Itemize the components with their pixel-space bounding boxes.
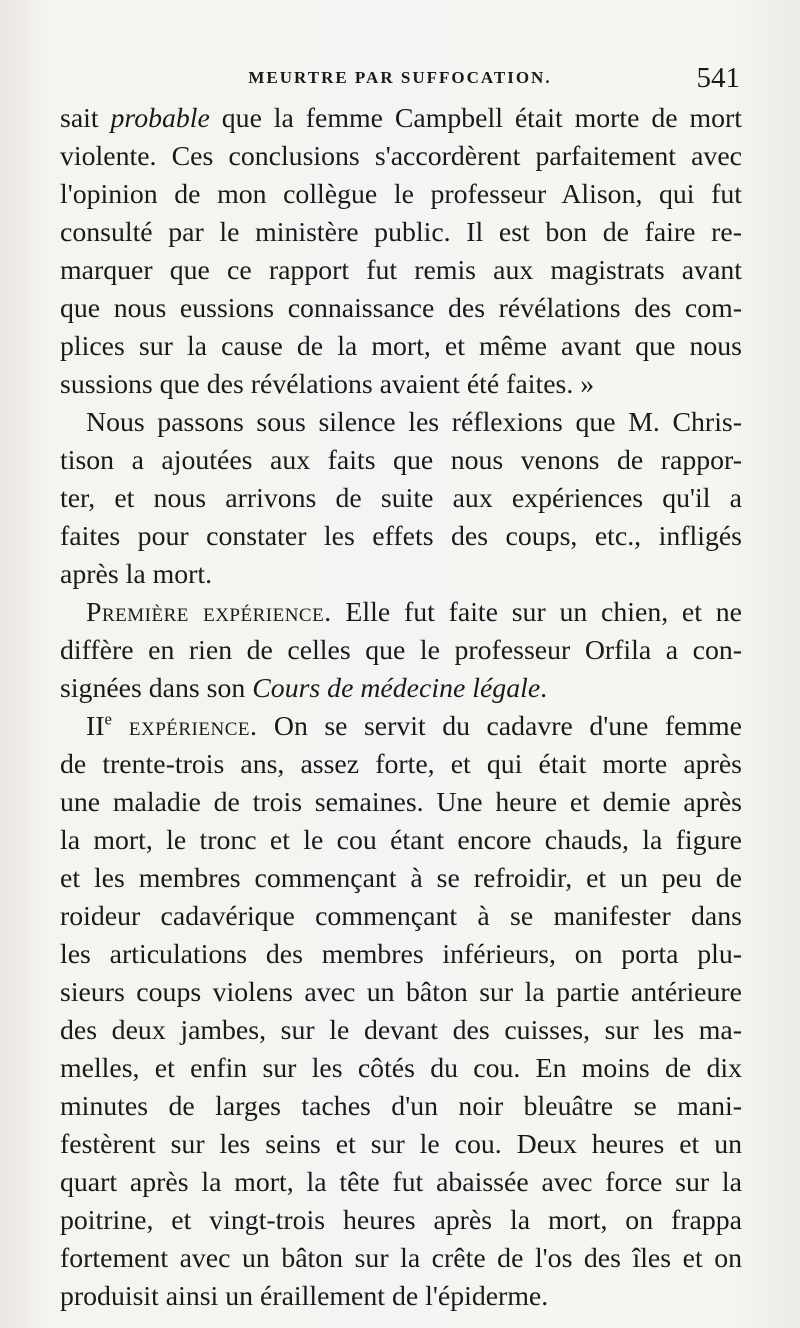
text-line: sieurs coups violens avec un bâton sur la partie antérieure (60, 977, 742, 1008)
paragraph-start-line: Nous passons sous silence les réflexions que M. Chris- (86, 407, 742, 438)
text-line: violente. Ces conclusions s'accordèrent parfaitement avec (60, 141, 742, 172)
text-line: quart après la mort, la tête fut abaissée avec force sur la (60, 1167, 742, 1198)
text-line: diffère en rien de celles que le professeur Orfila a con- (60, 635, 742, 666)
text-line: des deux jambes, sur le devant des cuisses, sur les ma- (60, 1015, 742, 1046)
book-title: Cours de médecine légale (252, 673, 541, 704)
page-header (60, 62, 740, 98)
paragraph-end-line: après la mort. (60, 559, 213, 590)
text-line: l'opinion de mon collègue le professeur Alison, qui fut (60, 179, 742, 210)
paragraph-end-line: sussions que des révélations avaient été faites. » (60, 369, 595, 400)
paragraph-end-line: signées dans son Cours de médecine légale. (60, 673, 548, 704)
text-line: faites pour constater les effets des coups, etc., infligés (60, 521, 742, 552)
running-head: MEURTRE PAR SUFFOCATION. (248, 68, 552, 87)
text-line: tison a ajoutées aux faits que nous venons de rappor- (60, 445, 742, 476)
text-line: les articulations des membres inférieurs, on porta plu- (60, 939, 742, 970)
page-number: 541 (696, 62, 740, 94)
text-line: une maladie de trois semaines. Une heure et demie après (60, 787, 742, 818)
text-line: plices sur la cause de la mort, et même avant que nous (60, 331, 742, 362)
experiment-heading-line: IIe expérience. On se servit du cadavre d'une femme (86, 709, 742, 742)
text-line: minutes de larges taches d'un noir bleuâtre se mani- (60, 1091, 742, 1122)
section-label: Première expérience. (86, 597, 332, 628)
text-line: festèrent sur les seins et sur le cou. Deux heures et un (60, 1129, 742, 1160)
text-line: et les membres commençant à se refroidir, et un peu de (60, 863, 742, 894)
paragraph-end-line: produisit ainsi un éraillement de l'épiderme. (60, 1281, 549, 1312)
text-line: poitrine, et vingt-trois heures après la mort, on frappa (60, 1205, 742, 1236)
text-line: melles, et enfin sur les côtés du cou. En moins de dix (60, 1053, 742, 1084)
text-line: roideur cadavérique commençant à se manifester dans (60, 901, 742, 932)
text-line: sait probable que la femme Campbell était morte de mort (60, 103, 742, 134)
text-line: de trente-trois ans, assez forte, et qui était morte après (60, 749, 742, 780)
text-line: ter, et nous arrivons de suite aux expériences qu'il a (60, 483, 742, 514)
section-label: expérience. (111, 711, 258, 742)
text-line: que nous eussions connaissance des révélations des com- (60, 293, 742, 324)
text-line: consulté par le ministère public. Il est bon de faire re- (60, 217, 742, 248)
text-line: marquer que ce rapport fut remis aux magistrats avant (60, 255, 742, 286)
body-text (60, 100, 742, 1316)
experiment-heading-line: Première expérience. Elle fut faite sur un chien, et ne (86, 597, 742, 628)
text-line: fortement avec un bâton sur la crête de l'os des îles et on (60, 1243, 742, 1274)
text-line: la mort, le tronc et le cou étant encore chauds, la figure (60, 825, 742, 856)
